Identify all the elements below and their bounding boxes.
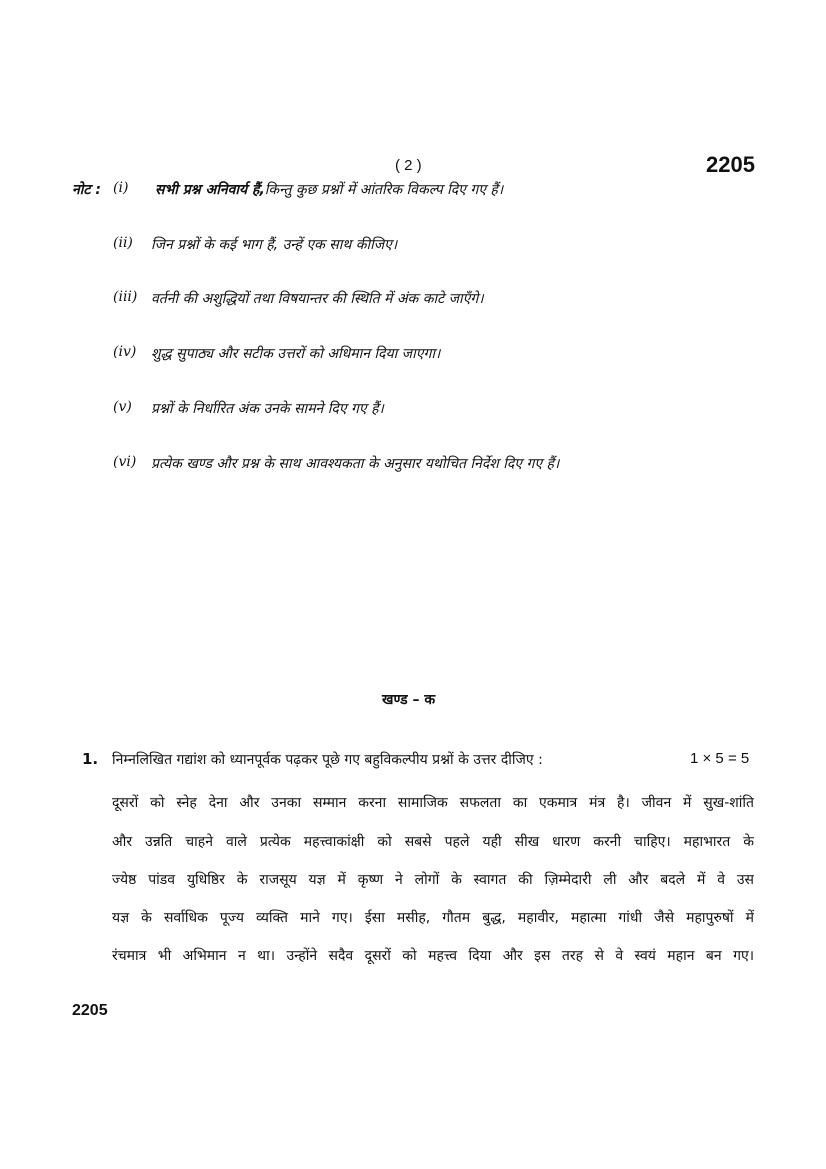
- note-item-6: [113, 454, 559, 473]
- note-item-2: [113, 235, 397, 254]
- note-item-text: जिन प्रश्नों के कई भाग हैं, उन्हें एक साथ कीजिए।: [151, 237, 398, 253]
- note-item-text: प्रत्येक खण्ड और प्रश्न के साथ आवश्यकता के अनुसार यथोचित निर्देश दिए गए हैं।: [151, 456, 560, 472]
- note-item-1: [113, 180, 503, 199]
- note-label: नोट :: [72, 182, 101, 198]
- section-title: खण्ड – क: [382, 692, 436, 708]
- note-item-3: [113, 289, 484, 308]
- paper-code-bottom: 2205: [72, 1002, 108, 1019]
- question-text: निम्नलिखित गद्यांश को ध्यानपूर्वक पढ़कर पूछे गए बहुविकल्पीय प्रश्नों के उत्तर दीजिए :: [112, 752, 543, 768]
- question-number: 1.: [82, 750, 99, 768]
- note-item-text: किन्तु कुछ प्रश्नों में आंतरिक विकल्प दिए गए हैं।: [264, 182, 504, 198]
- note-item-num: (ii): [113, 235, 133, 251]
- paper-code-top: 2205: [706, 152, 755, 177]
- passage-line: ज्येष्ठ पांडव युधिष्ठिर के राजसूय यज्ञ में कृष्ण ने लोगों के स्वागत की ज़िम्मेदारी ली और बदले में वे उस: [112, 872, 754, 888]
- note-item-text: शुद्ध सुपाठ्य और सटीक उत्तरों को अधिमान दिया जाएगा।: [151, 346, 441, 362]
- note-item-text: वर्तनी की अशुद्धियों तथा विषयान्तर की स्थिति में अंक काटे जाएँगे।: [151, 291, 484, 307]
- question-marks: 1 × 5 = 5: [690, 750, 750, 767]
- passage-line: दूसरों को स्नेह देना और उनका सम्मान करना सामाजिक सफलता का एकमात्र मंत्र है। जीवन में सुख-शांति: [112, 795, 754, 811]
- note-item-num: (i): [113, 180, 129, 196]
- passage-line: और उन्नति चाहने वाले प्रत्येक महत्त्वाकांक्षी को सबसे पहले यही सीख धारण करनी चाहिए। महाभारत के: [112, 834, 754, 850]
- note-item-text: प्रश्नों के निर्धारित अंक उनके सामने दिए गए हैं।: [151, 401, 384, 417]
- passage-line: यज्ञ के सर्वाधिक पूज्य व्यक्ति माने गए। ईसा मसीह, गौतम बुद्ध, महावीर, महात्मा गांधी जैसे महापुरुषों में: [112, 910, 754, 926]
- note-item-num: (vi): [113, 454, 137, 470]
- note-item-bold-text: सभी प्रश्न अनिवार्य हैं,: [155, 182, 265, 198]
- passage-line: रंचमात्र भी अभिमान न था। उन्होंने सदैव दूसरों को महत्त्व दिया और इस तरह से वे स्वयं महान बन गए।: [112, 948, 754, 964]
- page-number: ( 2 ): [395, 157, 422, 174]
- note-item-num: (iii): [113, 289, 138, 305]
- note-item-num: (iv): [113, 344, 137, 360]
- note-item-num: (v): [113, 399, 132, 415]
- note-item-5: [113, 399, 384, 418]
- note-item-4: [113, 344, 440, 363]
